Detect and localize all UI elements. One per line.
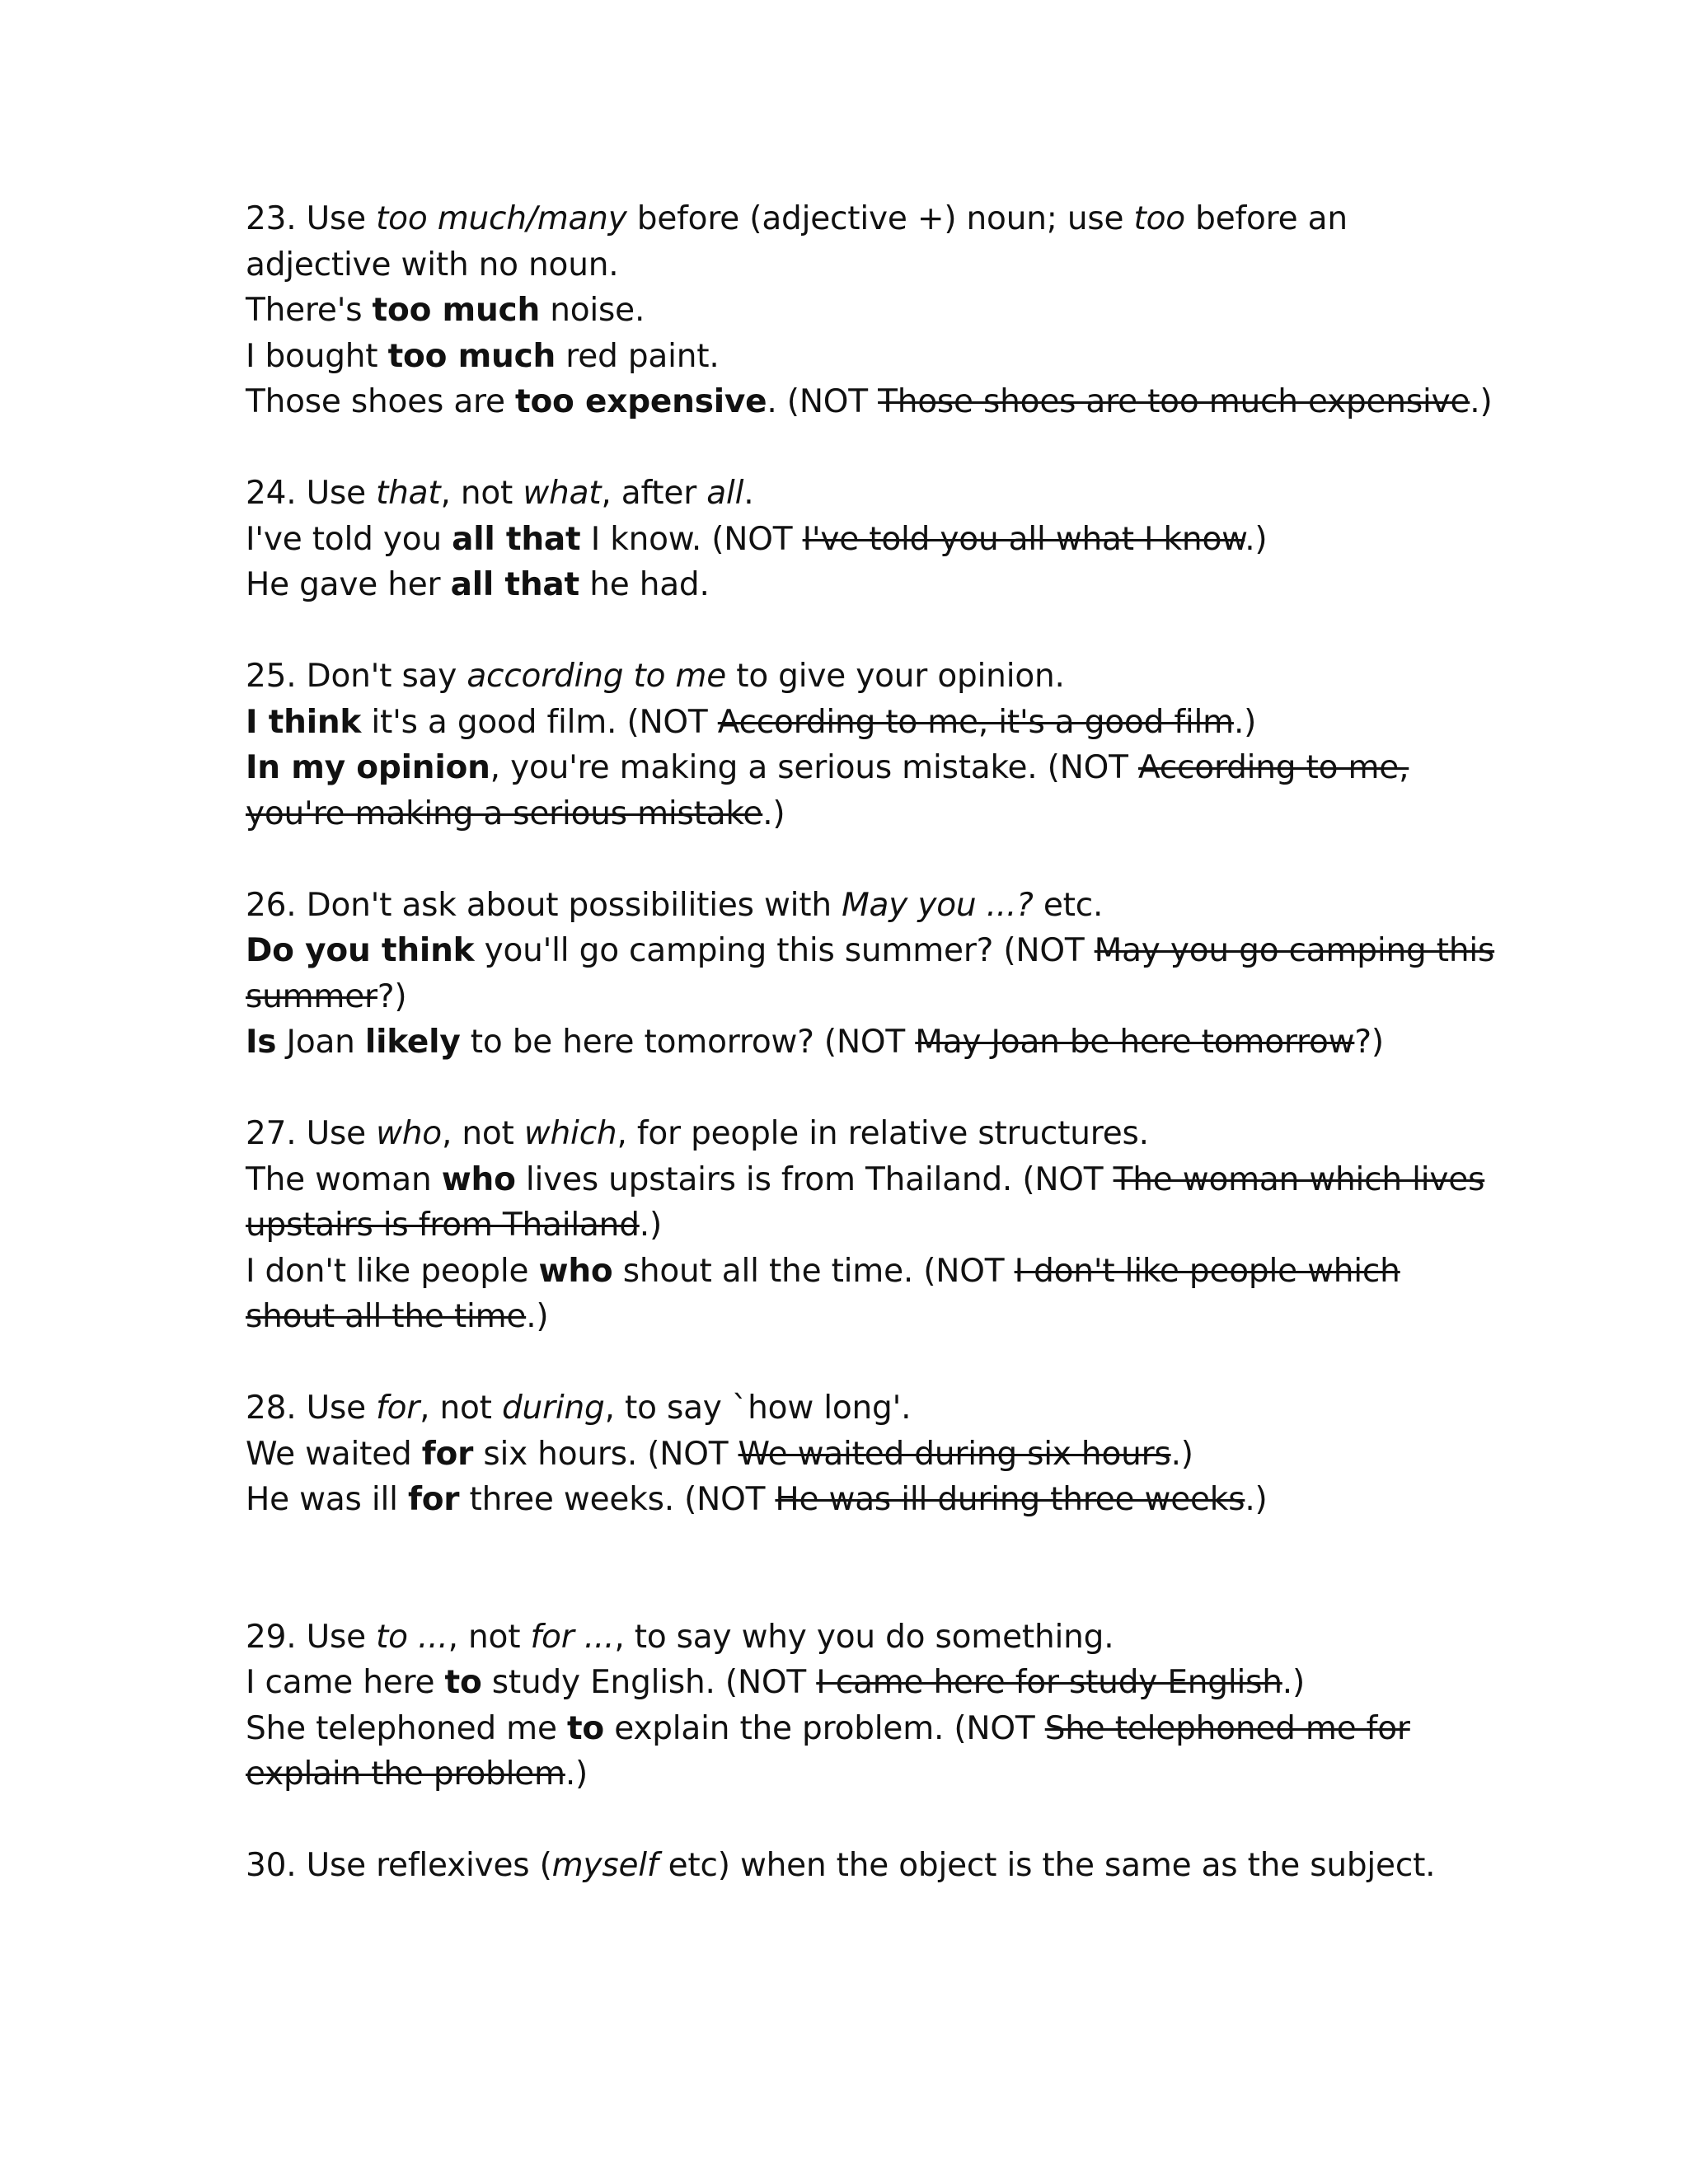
paragraph-spacer: [246, 1797, 1465, 1844]
emphasis-bold: likely: [364, 1024, 461, 1061]
rule-heading: [246, 471, 1465, 517]
text-run: to give your opinion.: [726, 658, 1065, 695]
emphasis-italic: myself: [551, 1847, 659, 1884]
emphasis-italic: all: [706, 475, 744, 512]
emphasis-bold: I think: [246, 703, 362, 741]
emphasis-bold: too much: [387, 337, 556, 375]
emphasis-italic: that: [376, 475, 441, 512]
rule-23: [246, 196, 1493, 425]
text-run: 30. Use reflexives (: [246, 1847, 552, 1884]
document-page: [246, 196, 1495, 1889]
emphasis-bold: In my opinion: [246, 749, 490, 786]
incorrect-example: We waited during six hours: [738, 1435, 1171, 1473]
example-line: [246, 1157, 1485, 1203]
text-run: .): [1170, 1435, 1193, 1473]
text-run: 25. Don't say: [246, 658, 467, 695]
emphasis-italic: which: [523, 1115, 617, 1152]
text-run: three weeks. (NOT: [459, 1481, 776, 1518]
text-run: Joan: [276, 1024, 365, 1061]
example-line: [246, 1706, 1465, 1752]
text-run: noise.: [540, 292, 645, 329]
emphasis-bold: to: [566, 1709, 605, 1747]
example-line: [246, 1202, 1465, 1249]
rule-26: [246, 883, 1495, 1066]
text-run: I don't like people: [246, 1252, 539, 1290]
text-run: I came here: [246, 1664, 445, 1701]
text-run: I've told you: [246, 520, 452, 558]
rule-heading: [246, 1843, 1465, 1889]
text-run: , to say why you do something.: [614, 1618, 1114, 1656]
text-run: Those shoes are: [246, 383, 515, 420]
rule-25: [246, 654, 1465, 837]
text-run: .: [743, 475, 754, 512]
text-run: , after: [601, 475, 707, 512]
text-run: .): [565, 1755, 588, 1793]
text-run: you'll go camping this summer? (NOT: [474, 932, 1095, 969]
example-line: [246, 1432, 1465, 1478]
example-line: [246, 974, 1465, 1020]
example-line: [246, 288, 1465, 334]
incorrect-example: The woman which lives: [1113, 1160, 1485, 1198]
example-line: [246, 928, 1495, 974]
incorrect-example: According to me, it's a good film: [717, 703, 1234, 741]
text-run: The woman: [246, 1160, 442, 1198]
incorrect-example: I came here for study English: [816, 1664, 1282, 1701]
paragraph-spacer: [246, 1523, 1465, 1615]
rule-heading: [246, 654, 1465, 700]
rule-29: [246, 1615, 1465, 1797]
text-run: She telephoned me: [246, 1709, 567, 1747]
text-run: , not: [441, 1115, 524, 1152]
text-run: , for people in relative structures.: [617, 1115, 1149, 1152]
text-run: 28. Use: [246, 1390, 377, 1427]
paragraph-spacer: [246, 1340, 1465, 1386]
emphasis-bold: for: [407, 1481, 460, 1518]
emphasis-italic: too much/many: [376, 200, 627, 237]
text-run: .): [639, 1207, 662, 1244]
example-line: [246, 562, 1465, 608]
text-run: I bought: [246, 337, 388, 375]
emphasis-bold: who: [441, 1160, 516, 1198]
incorrect-example: you're making a serious mistake: [246, 794, 763, 832]
text-run: , you're making a serious mistake. (NOT: [490, 749, 1138, 786]
text-run: .): [1282, 1664, 1305, 1701]
text-run: . (NOT: [767, 383, 879, 420]
incorrect-example: summer: [246, 977, 377, 1015]
rule-heading: [246, 1111, 1465, 1157]
text-run: , not: [448, 1618, 531, 1656]
example-line: [246, 1477, 1465, 1523]
rule-24: [246, 471, 1465, 608]
rule-heading: [246, 1385, 1465, 1432]
text-run: .): [1245, 1481, 1268, 1518]
text-run: , not: [440, 475, 523, 512]
rule-28: [246, 1385, 1465, 1523]
text-run: to be here tomorrow? (NOT: [460, 1024, 916, 1061]
incorrect-example: I've told you all what I know: [802, 520, 1245, 558]
text-run: 23. Use: [246, 200, 377, 237]
text-run: .): [1470, 383, 1493, 420]
rule-heading: [246, 196, 1465, 242]
example-line: [246, 242, 1465, 288]
incorrect-example: explain the problem: [246, 1755, 565, 1793]
text-run: etc.: [1033, 886, 1104, 924]
example-line: [246, 1019, 1465, 1066]
emphasis-bold: too expensive: [515, 383, 767, 420]
text-run: red paint.: [556, 337, 720, 375]
example-line: [246, 517, 1465, 563]
example-line: [246, 745, 1465, 791]
incorrect-example: May Joan be here tomorrow: [915, 1024, 1355, 1061]
text-run: 24. Use: [246, 475, 377, 512]
emphasis-italic: too: [1133, 200, 1185, 237]
text-run: it's a good film. (NOT: [361, 703, 718, 741]
text-run: six hours. (NOT: [473, 1435, 738, 1473]
text-run: I know. (NOT: [580, 520, 803, 558]
text-run: adjective with no noun.: [246, 246, 619, 284]
text-run: 26. Don't ask about possibilities with: [246, 886, 842, 924]
emphasis-bold: to: [444, 1664, 482, 1701]
example-line: [246, 334, 1465, 380]
incorrect-example: She telephoned me for: [1044, 1709, 1410, 1747]
emphasis-bold: Do you think: [246, 932, 475, 969]
text-run: 29. Use: [246, 1618, 377, 1656]
emphasis-bold: for: [421, 1435, 474, 1473]
example-line: [246, 700, 1465, 746]
text-run: , not: [420, 1390, 502, 1427]
text-run: ?): [1354, 1024, 1384, 1061]
emphasis-italic: according to me: [467, 658, 727, 695]
example-line: [246, 379, 1493, 425]
rule-heading: [246, 1615, 1465, 1661]
text-run: he had.: [579, 566, 710, 603]
incorrect-example: I don't like people which: [1014, 1252, 1400, 1290]
emphasis-bold: Is: [246, 1024, 277, 1061]
text-run: study English. (NOT: [481, 1664, 817, 1701]
paragraph-spacer: [246, 837, 1465, 883]
text-run: etc) when the object is the same as the subject.: [658, 1847, 1436, 1884]
example-line: [246, 1660, 1465, 1706]
emphasis-bold: too much: [372, 292, 541, 329]
text-run: .): [762, 794, 785, 832]
emphasis-bold: all that: [450, 566, 579, 603]
incorrect-example: May you go camping this: [1094, 932, 1495, 969]
emphasis-italic: to ...: [376, 1618, 448, 1656]
incorrect-example: upstairs is from Thailand: [246, 1207, 640, 1244]
emphasis-bold: who: [538, 1252, 613, 1290]
rule-30: [246, 1843, 1465, 1889]
incorrect-example: He was ill during three weeks: [775, 1481, 1245, 1518]
text-run: before an: [1184, 200, 1348, 237]
text-run: 27. Use: [246, 1115, 377, 1152]
text-run: There's: [246, 292, 373, 329]
emphasis-italic: May you ...?: [842, 886, 1034, 924]
text-run: explain the problem. (NOT: [604, 1709, 1045, 1747]
rule-heading: [246, 883, 1465, 929]
text-run: .): [526, 1298, 549, 1335]
paragraph-spacer: [246, 608, 1465, 654]
example-line: [246, 1294, 1465, 1340]
example-line: [246, 1249, 1465, 1295]
incorrect-example: Those shoes are too much expensive: [878, 383, 1470, 420]
example-line: [246, 791, 1465, 837]
emphasis-italic: who: [376, 1115, 442, 1152]
text-run: .): [1233, 703, 1257, 741]
emphasis-italic: for: [376, 1390, 420, 1427]
example-line: [246, 1751, 1465, 1797]
emphasis-italic: for ...: [530, 1618, 615, 1656]
incorrect-example: According to me,: [1138, 749, 1409, 786]
paragraph-spacer: [246, 1066, 1465, 1112]
text-run: .): [1245, 520, 1268, 558]
text-run: ?): [377, 977, 407, 1015]
text-run: He was ill: [246, 1481, 408, 1518]
paragraph-spacer: [246, 425, 1465, 471]
text-run: , to say `how long'.: [604, 1390, 912, 1427]
emphasis-italic: what: [523, 475, 602, 512]
text-run: shout all the time. (NOT: [612, 1252, 1015, 1290]
incorrect-example: shout all the time: [246, 1298, 527, 1335]
text-run: He gave her: [246, 566, 451, 603]
text-run: before (adjective +) noun; use: [626, 200, 1134, 237]
text-run: lives upstairs is from Thailand. (NOT: [515, 1160, 1114, 1198]
emphasis-italic: during: [501, 1390, 605, 1427]
emphasis-bold: all that: [452, 520, 581, 558]
rule-27: [246, 1111, 1485, 1340]
text-run: We waited: [246, 1435, 422, 1473]
